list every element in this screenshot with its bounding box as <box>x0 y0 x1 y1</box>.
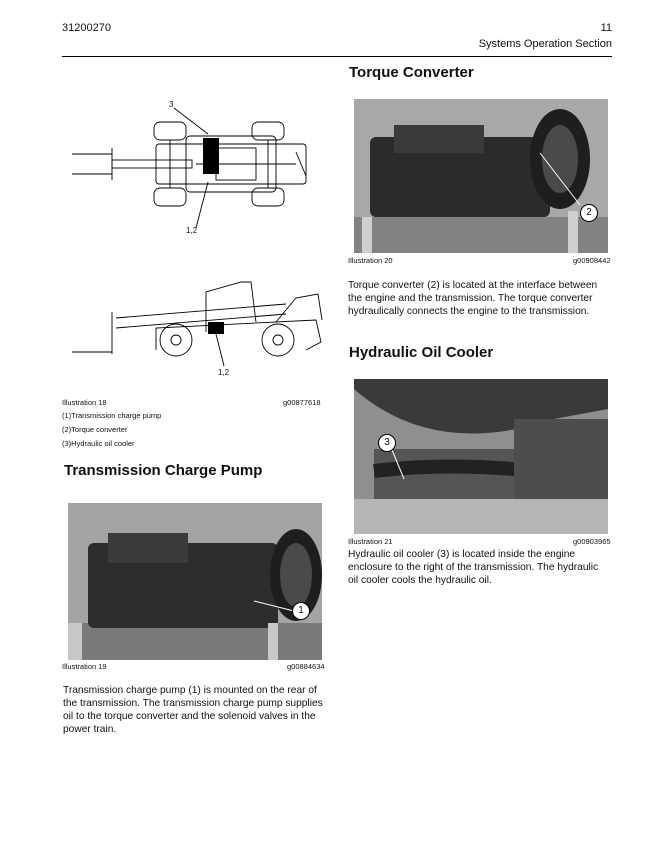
callout-1-2-top-view: 1,2 <box>186 226 198 235</box>
transmission-photo <box>68 503 322 660</box>
header-divider <box>62 56 612 57</box>
callout-3: 3 <box>378 434 396 452</box>
torque-converter-photo <box>354 99 608 253</box>
legend-item: (1)Transmission charge pump <box>62 411 162 420</box>
side-view-drawing <box>66 272 328 372</box>
section-heading: Transmission Charge Pump <box>64 462 263 479</box>
callout-3-top-view: 3 <box>169 100 174 109</box>
illustration-18-label: Illustration 18 <box>62 398 107 407</box>
section-heading: Torque Converter <box>349 64 474 81</box>
callout-1-2-side-view: 1,2 <box>218 368 230 377</box>
legend-item: (2)Torque converter <box>62 425 128 434</box>
torque-converter-text: Torque converter (2) is located at the interface between the engine and the transmission. The torque converter hydraulically connects the engine to the transmission. <box>348 280 598 317</box>
component-marker <box>203 138 219 174</box>
illustration-20-label: Illustration 20 <box>348 256 393 265</box>
top-view-drawing <box>66 96 328 246</box>
illustration-21-label: Illustration 21 <box>348 537 393 546</box>
oil-cooler-photo <box>354 379 608 534</box>
component-marker-side <box>208 322 224 334</box>
page-number: 11 <box>600 22 612 34</box>
callout-2: 2 <box>580 204 598 222</box>
hydraulic-oil-cooler-text: Hydraulic oil cooler (3) is located inside the engine enclosure to the right of the transmission. The hydraulic oil cooler cools the hydraulic oil. <box>348 549 599 586</box>
legend-item: (3)Hydraulic oil cooler <box>62 439 135 448</box>
illustration-21-code: g00903965 <box>573 537 611 546</box>
document-number: 31200270 <box>62 22 111 34</box>
illustration-19-code: g00884634 <box>287 662 325 671</box>
illustration-20-code: g00908442 <box>573 256 611 265</box>
transmission-charge-pump-text: Transmission charge pump (1) is mounted on the rear of the transmission. The transmission charge pump supplies oil to the torque converter and the solenoid valves in the power train. <box>63 685 323 735</box>
section-heading: Hydraulic Oil Cooler <box>349 344 494 361</box>
illustration-19-label: Illustration 19 <box>62 662 107 671</box>
callout-1: 1 <box>292 602 310 620</box>
illustration-18-code: g00877618 <box>283 398 321 407</box>
section-title: Systems Operation Section <box>478 38 612 50</box>
